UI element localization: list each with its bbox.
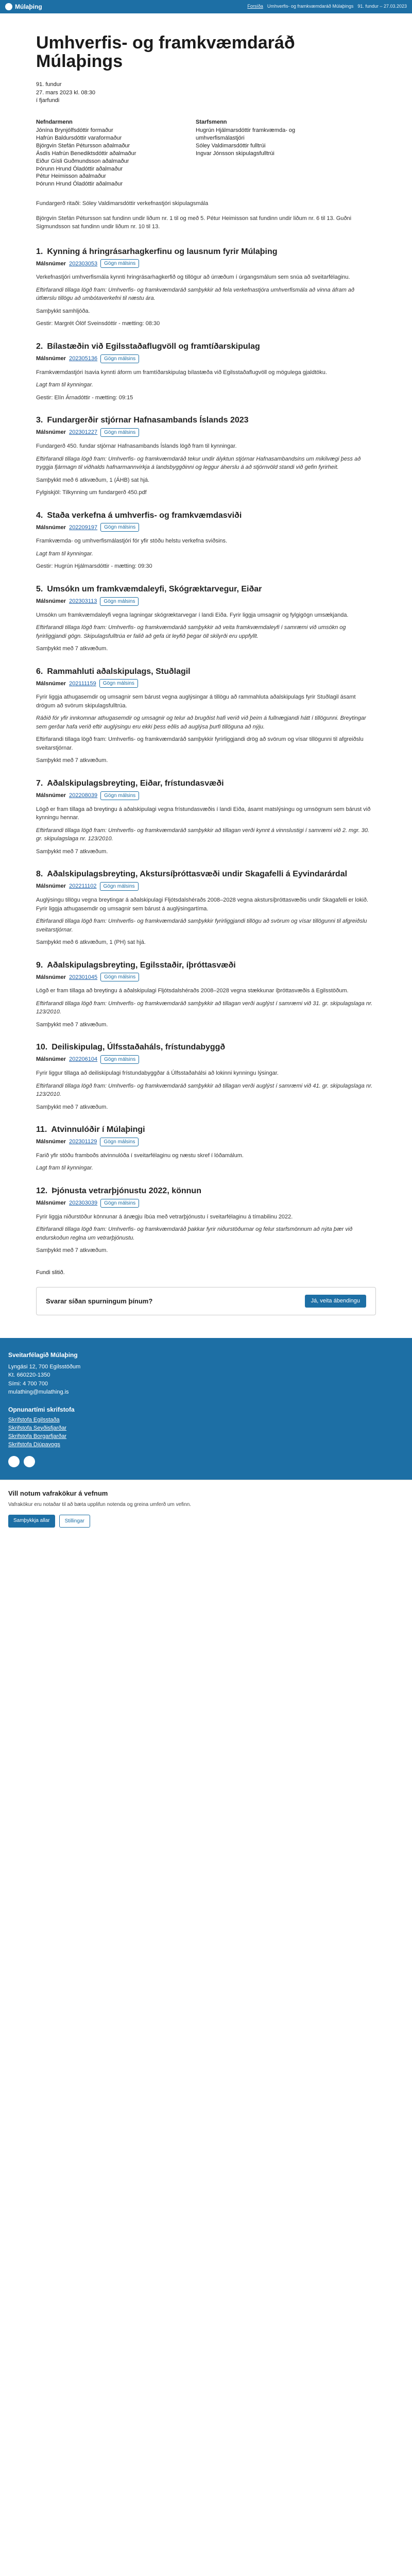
agenda-item-text: Samþykkt með 7 atkvæðum. bbox=[36, 757, 108, 764]
agenda-item-text: Farið yfir stöðu framboðs atvinnulóða í sveitarfélaginu og næstu skref í lóðamálum. bbox=[36, 1152, 244, 1159]
case-documents-button[interactable]: Gögn málsins bbox=[100, 1199, 139, 1208]
member-name: Jónína Brynjólfsdóttir formaður bbox=[36, 127, 113, 134]
agenda-item-heading: Bílastæðin við Egilsstaðaflugvöll og framtíðarskipulag bbox=[47, 342, 260, 351]
agenda-item-text: Samþykkt með 7 atkvæðum. bbox=[36, 1021, 108, 1028]
agenda-item bbox=[36, 960, 376, 1029]
attendance-note: Björgvin Stefán Pétursson sat fundinn undir liðum nr. 1 til og með 5. Pétur Heimisson sat fundinn undir liðum nr. 6 til 13. Guðni Sigmundsson sat fundinn undir liðum nr. 10 til 13. bbox=[36, 215, 352, 230]
agenda-item-text: Gestir: Margrét Ólöf Sveinsdóttir - mætting: 08:30 bbox=[36, 320, 160, 327]
case-ref-label: Málsnúmer bbox=[36, 260, 66, 267]
case-documents-button[interactable]: Gögn málsins bbox=[100, 259, 139, 268]
case-reference bbox=[36, 679, 376, 688]
case-ref-link[interactable]: 202303053 bbox=[69, 260, 98, 267]
case-reference bbox=[36, 259, 376, 268]
agenda-item-title bbox=[36, 1125, 376, 1136]
case-ref-link[interactable]: 202305136 bbox=[69, 355, 98, 362]
agenda-item-heading: Deiliskipulag, Úlfsstaðaháls, frístundabyggð bbox=[52, 1043, 226, 1052]
case-reference bbox=[36, 791, 376, 800]
agenda-item-text: Lögð er fram tillaga að breytingu á aðalskipulagi vegna frístundasvæðis í landi Eiða, ásamt matslýsingu og umsögnum sem bárust við kynningu hennar. bbox=[36, 806, 371, 821]
agenda-item-number: 11. bbox=[36, 1125, 47, 1134]
agenda-item-number: 3. bbox=[36, 416, 43, 425]
hours-heading: Opnunartími skrifstofa bbox=[8, 1405, 75, 1413]
agenda-item-text: Ráðið fór yfir innkomnar athugasemdir og umsagnir og telur að brugðist hafi verið við þeim á fullnægjandi hátt í tillögunni. Breytingar sem gerðar hafa verið eftir auglýsingu eru ekki þess eðlis að auglýsa þurfi tillöguna að nýju. bbox=[36, 715, 366, 730]
case-ref-label: Málsnúmer bbox=[36, 883, 66, 890]
agenda-item-text: Samþykkt með 7 atkvæðum. bbox=[36, 646, 108, 652]
footer-hours-link[interactable]: Skrifstofa Djúpavogs bbox=[8, 1441, 60, 1448]
case-reference bbox=[36, 882, 376, 891]
case-ref-label: Málsnúmer bbox=[36, 680, 66, 687]
cookie-banner bbox=[0, 1480, 412, 1538]
agenda-item-heading: Aðalskipulagsbreyting, Egilsstaðir, íþróttasvæði bbox=[47, 960, 236, 970]
case-documents-button[interactable]: Gögn málsins bbox=[100, 1138, 139, 1146]
agenda-item-text: Samþykkt með 7 atkvæðum. bbox=[36, 848, 108, 855]
social-links bbox=[8, 1456, 404, 1467]
cookie-accept-button[interactable]: Samþykkja allar bbox=[8, 1515, 55, 1528]
meeting-date: 27. mars 2023 kl. 08:30 bbox=[36, 89, 95, 96]
agenda-item-text: Eftirfarandi tillaga lögð fram: Umhverfis- og framkvæmdaráð tekur undir ályktun stjórnar Hafnasambandsins um mikilvægi þess að tryggja fjármagn til viðhalds hafnarmannvirkja á landsbyggðinni og leggur áherslu á að stjórnvöld standi við gefin fyrirheit. bbox=[36, 455, 361, 471]
agenda-item-text: Eftirfarandi tillaga lögð fram: Umhverfis- og framkvæmdaráð samþykkir að tillagan verði auglýst í samræmi við 41. gr. skipulagslaga nr. 123/2010. bbox=[36, 1082, 373, 1098]
member-name: Pétur Heimisson aðalmaður bbox=[36, 173, 106, 180]
case-ref-link[interactable]: 202211102 bbox=[69, 883, 97, 890]
staff-name: Sóley Valdimarsdóttir fulltrúi bbox=[196, 143, 266, 149]
case-reference bbox=[36, 428, 376, 437]
member-name: Þórunn Hrund Óladóttir aðalmaður bbox=[36, 181, 123, 188]
case-ref-link[interactable]: 202111159 bbox=[69, 680, 96, 687]
feedback-box bbox=[36, 1287, 376, 1315]
agenda-item-text: Fundargerð 450. fundar stjórnar Hafnasambands Íslands lögð fram til kynningar. bbox=[36, 443, 237, 450]
main-content bbox=[0, 13, 412, 1315]
agenda-item-text: Lagt fram til kynningar. bbox=[36, 550, 93, 557]
agenda-item-number: 1. bbox=[36, 247, 43, 256]
logo-icon bbox=[5, 3, 12, 10]
agenda-item bbox=[36, 778, 376, 856]
logo-text: Múlaþing bbox=[15, 3, 42, 10]
case-documents-button[interactable]: Gögn málsins bbox=[100, 973, 139, 981]
breadcrumb-item[interactable]: Forsíða bbox=[247, 4, 263, 9]
case-ref-link[interactable]: 202209197 bbox=[69, 524, 98, 531]
agenda-item bbox=[36, 1186, 376, 1255]
site-footer bbox=[0, 1338, 412, 1480]
case-reference bbox=[36, 973, 376, 981]
case-ref-label: Málsnúmer bbox=[36, 1139, 66, 1145]
case-ref-label: Málsnúmer bbox=[36, 355, 66, 362]
agenda-item-text: Framkvæmda- og umhverfismálastjóri fór yfir stöðu helstu verkefna sviðsins. bbox=[36, 538, 228, 545]
agenda-item-text: Eftirfarandi tillaga lögð fram: Umhverfis- og framkvæmdaráð samþykkir að tillagan verði kynnt á vinnslustigi í samræmi við 2. mgr. 30. gr. skipulagslaga nr. 123/2010. bbox=[36, 827, 369, 842]
footer-line: Kt. 660220-1350 bbox=[8, 1372, 50, 1379]
cookie-text: Vafrakökur eru notaðar til að bæta upplifun notenda og greina umferð um vefinn. bbox=[8, 1501, 192, 1507]
case-ref-label: Málsnúmer bbox=[36, 1056, 66, 1063]
agenda-item-number: 5. bbox=[36, 584, 43, 594]
agenda-item-number: 10. bbox=[36, 1043, 48, 1052]
agenda-item-title bbox=[36, 1042, 376, 1053]
agenda-items bbox=[36, 247, 376, 1255]
case-documents-button[interactable]: Gögn málsins bbox=[100, 791, 139, 800]
staff-name: Hugrún Hjálmarsdóttir framkvæmda- og umhverfismálastjóri bbox=[196, 127, 296, 142]
agenda-item-title bbox=[36, 869, 376, 880]
agenda-item-heading: Fundargerðir stjórnar Hafnasambands Íslands 2023 bbox=[47, 416, 249, 425]
agenda-item-text: Auglýsingu tillögu vegna breytingar á aðalskipulagi Fljótsdalshéraðs 2008–2028 vegna akstursíþróttasvæðis undir Skagafelli er lokið. Fyrir liggja athugasemdir og umsagnir sem bárust á auglýsingartíma. bbox=[36, 897, 369, 912]
agenda-item-text: Fylgiskjöl: Tilkynning um fundargerð 450.pdf bbox=[36, 489, 147, 496]
case-reference bbox=[36, 1055, 376, 1064]
agenda-item-number: 4. bbox=[36, 511, 43, 520]
agenda-item-text: Samþykkt samhljóða. bbox=[36, 308, 90, 314]
case-ref-link[interactable]: 202303113 bbox=[69, 598, 97, 604]
agenda-item-text: Lagt fram til kynningar. bbox=[36, 1165, 93, 1172]
agenda-item-title bbox=[36, 584, 376, 595]
member-name: Ásdís Hafrún Benediktsdóttir aðalmaður bbox=[36, 150, 136, 157]
agenda-item-number: 8. bbox=[36, 870, 43, 879]
agenda-item-heading: Þjónusta vetrarþjónustu 2022, könnun bbox=[52, 1186, 201, 1195]
meeting-number: 91. fundur bbox=[36, 81, 62, 88]
agenda-item-text: Framkvæmdastjóri Isavia kynnti áform um framtíðarskipulag bílastæða við Egilsstaðaflugvöll og mögulega gjaldtöku. bbox=[36, 369, 327, 376]
case-documents-button[interactable]: Gögn málsins bbox=[100, 1055, 139, 1064]
agenda-item bbox=[36, 511, 376, 571]
agenda-item bbox=[36, 667, 376, 765]
agenda-item-text: Fyrir liggur tillaga að deiliskipulagi frístundabyggðar á Úlfsstaðahálsi að lokinni kynningu lýsingar. bbox=[36, 1070, 279, 1077]
agenda-item-title bbox=[36, 247, 376, 258]
page-title: Umhverfis- og framkvæmdaráð Múlaþings bbox=[36, 33, 295, 71]
agenda-item-number: 2. bbox=[36, 342, 43, 351]
agenda-item-heading: Staða verkefna á umhverfis- og framkvæmdasviði bbox=[47, 511, 242, 520]
footer-hours-link[interactable]: Skrifstofa Egilsstaða bbox=[8, 1416, 60, 1423]
agenda-item-heading: Umsókn um framkvæmdaleyfi, Skógræktarvegur, Eiðar bbox=[47, 584, 262, 594]
minutes-writer: Fundargerð ritaði: Sóley Valdimarsdóttir verkefnastjóri skipulagsmála bbox=[36, 200, 209, 207]
case-reference bbox=[36, 597, 376, 606]
agenda-item-title bbox=[36, 667, 376, 677]
closing-text: Fundi slitið. bbox=[36, 1269, 65, 1276]
member-name: Hafrún Baldursdóttir varaformaður bbox=[36, 135, 122, 142]
footer-org: Sveitarfélagið Múlaþing bbox=[8, 1351, 78, 1359]
staff-list bbox=[196, 118, 324, 189]
footer-line: Lyngási 12, 700 Egilsstöðum bbox=[8, 1363, 81, 1370]
case-ref-link[interactable]: 202301129 bbox=[69, 1139, 97, 1145]
agenda-item-number: 7. bbox=[36, 778, 43, 788]
agenda-item-text: Lögð er fram tillaga að breytingu á aðalskipulagi Fljótsdalshéraðs 2008–2028 vegna stækkunar íþróttasvæðis á Egilsstöðum. bbox=[36, 988, 349, 994]
agenda-item-heading: Aðalskipulagsbreyting, Eiðar, frístundasvæði bbox=[47, 778, 224, 788]
agenda-item-text: Verkefnastjóri umhverfismála kynnti hringrásarhagkerfið og tillögur að úrræðum í úrgangsmálum sem snúa að sveitarfélaginu. bbox=[36, 274, 350, 281]
breadcrumb-item: Umhverfis- og framkvæmdaráð Múlaþings bbox=[267, 4, 354, 9]
feedback-question: Svarar síðan spurningum þínum? bbox=[46, 1297, 153, 1305]
case-ref-label: Málsnúmer bbox=[36, 524, 66, 531]
case-ref-link[interactable]: 202301227 bbox=[69, 429, 98, 436]
facebook-icon[interactable] bbox=[8, 1456, 20, 1467]
case-reference bbox=[36, 523, 376, 532]
agenda-item bbox=[36, 247, 376, 328]
agenda-item-text: Eftirfarandi tillaga lögð fram: Umhverfis- og framkvæmdaráð samþykkir að tillagan verði auglýst í samræmi við 31. gr. skipulagslaga nr. 123/2010. bbox=[36, 1000, 373, 1015]
agenda-item-title bbox=[36, 342, 376, 352]
agenda-item-text: Samþykkt með 6 atkvæðum, 1 (PH) sat hjá. bbox=[36, 939, 146, 946]
member-name: Björgvin Stefán Pétursson aðalmaður bbox=[36, 143, 130, 149]
case-documents-button[interactable]: Gögn málsins bbox=[100, 597, 139, 606]
agenda-item-number: 9. bbox=[36, 960, 43, 970]
member-name: Þórunn Hrund Óladóttir aðalmaður bbox=[36, 165, 123, 172]
agenda-item-text: Lagt fram til kynningar. bbox=[36, 382, 93, 388]
agenda-item bbox=[36, 869, 376, 946]
agenda-item-title bbox=[36, 415, 376, 426]
agenda-item-number: 12. bbox=[36, 1186, 48, 1195]
attendees bbox=[36, 118, 376, 189]
case-ref-link[interactable]: 202206104 bbox=[69, 1056, 98, 1063]
footer-hours-link[interactable]: Skrifstofa Seyðisfjarðar bbox=[8, 1425, 67, 1431]
top-bar bbox=[0, 0, 412, 13]
members-heading: Nefndarmenn bbox=[36, 118, 73, 125]
agenda-item-heading: Rammahluti aðalskipulags, Stuðlagil bbox=[47, 667, 191, 676]
case-documents-button[interactable]: Gögn málsins bbox=[100, 428, 139, 437]
breadcrumb bbox=[247, 3, 407, 10]
agenda-item-text: Samþykkt með 6 atkvæðum, 1 (ÁHB) sat hjá. bbox=[36, 477, 150, 483]
agenda-item-text: Eftirfarandi tillaga lögð fram: Umhverfis- og framkvæmdaráð þakkar fyrir niðurstöðurnar og felur starfsmönnum að nýta þær við endurskoðun reglna um vetrarþjónustu. bbox=[36, 1226, 353, 1241]
member-name: Eiður Gísli Guðmundsson aðalmaður bbox=[36, 158, 129, 164]
agenda-item-text: Eftirfarandi tillaga lögð fram: Umhverfis- og framkvæmdaráð samþykkir fyrirliggjandi tillögu að svörum og vísar tillögunni til afgreiðslu sveitarstjórnar. bbox=[36, 918, 367, 933]
agenda-item-text: Gestir: Hugrún Hjálmarsdóttir - mætting: 09:30 bbox=[36, 563, 152, 570]
footer-hours-link[interactable]: Skrifstofa Borgarfjarðar bbox=[8, 1433, 67, 1439]
case-ref-label: Málsnúmer bbox=[36, 1199, 66, 1206]
case-ref-link[interactable]: 202208039 bbox=[69, 792, 98, 799]
feedback-button[interactable]: Já, veita ábendingu bbox=[305, 1295, 366, 1308]
agenda-item-title bbox=[36, 778, 376, 789]
agenda-item-title bbox=[36, 511, 376, 521]
agenda-item bbox=[36, 415, 376, 497]
agenda-item bbox=[36, 1125, 376, 1173]
case-ref-label: Málsnúmer bbox=[36, 792, 66, 799]
case-reference bbox=[36, 1199, 376, 1208]
site-logo[interactable] bbox=[5, 2, 42, 11]
agenda-item bbox=[36, 584, 376, 653]
agenda-item-title bbox=[36, 960, 376, 971]
case-documents-button[interactable]: Gögn málsins bbox=[100, 523, 139, 532]
footer-line: mulathing@mulathing.is bbox=[8, 1389, 69, 1396]
case-documents-button[interactable]: Gögn málsins bbox=[100, 882, 139, 891]
agenda-item-heading: Aðalskipulagsbreyting, Akstursíþróttasvæði undir Skagafelli á Eyvindarárdal bbox=[47, 870, 348, 879]
agenda-item-title bbox=[36, 1186, 376, 1197]
case-ref-link[interactable]: 202301045 bbox=[69, 974, 98, 980]
case-ref-link[interactable]: 202303039 bbox=[69, 1199, 98, 1206]
agenda-item-text: Fyrir liggja niðurstöður könnunar á ánægju íbúa með vetrarþjónustu í sveitarfélaginu á tímabilinu 2022. bbox=[36, 1213, 293, 1220]
case-documents-button[interactable]: Gögn málsins bbox=[99, 679, 138, 688]
cookie-settings-button[interactable]: Stillingar bbox=[59, 1515, 90, 1528]
agenda-item-text: Eftirfarandi tillaga lögð fram: Umhverfis- og framkvæmdaráð samþykkir að veita framkvæmdaleyfi í samræmi við umsókn og fyrirliggjandi gögn. Skipulagsfulltrúa er falið að gefa út leyfið þegar öll skilyrði eru uppfyllt. bbox=[36, 624, 346, 639]
agenda-item bbox=[36, 1042, 376, 1111]
agenda-item-text: Samþykkt með 7 atkvæðum. bbox=[36, 1104, 108, 1110]
staff-heading: Starfsmenn bbox=[196, 118, 227, 125]
breadcrumb-item: 91. fundur – 27.03.2023 bbox=[357, 4, 407, 9]
case-reference bbox=[36, 354, 376, 363]
agenda-item-text: Eftirfarandi tillaga lögð fram: Umhverfis- og framkvæmdaráð samþykkir að fela verkefnastjóra umhverfismála að vinna áfram að útfærslu tillögu að umbótaverkefni til næstu ára. bbox=[36, 286, 355, 302]
cookie-title: Vill notum vafrakökur á vefnum bbox=[8, 1489, 108, 1498]
members-list bbox=[36, 118, 165, 189]
agenda-item-text: Samþykkt með 7 atkvæðum. bbox=[36, 1247, 108, 1254]
instagram-icon[interactable] bbox=[24, 1456, 35, 1467]
footer-line: Sími: 4 700 700 bbox=[8, 1380, 48, 1387]
meeting-meta bbox=[36, 81, 376, 105]
case-ref-label: Málsnúmer bbox=[36, 429, 66, 436]
agenda-item-number: 6. bbox=[36, 667, 43, 676]
agenda-item-text: Umsókn um framkvæmdaleyfi vegna lagningar skógræktarvegar í landi Eiða. Fyrir liggja umsagnir og fylgigögn umsækjanda. bbox=[36, 612, 349, 618]
case-reference bbox=[36, 1138, 376, 1146]
staff-name: Ingvar Jónsson skipulagsfulltrúi bbox=[196, 150, 274, 157]
case-ref-label: Málsnúmer bbox=[36, 974, 66, 980]
agenda-item bbox=[36, 342, 376, 402]
case-ref-label: Málsnúmer bbox=[36, 598, 66, 604]
case-documents-button[interactable]: Gögn málsins bbox=[100, 354, 139, 363]
agenda-item-text: Gestir: Elín Árnadóttir - mætting: 09:15 bbox=[36, 394, 133, 401]
agenda-item-heading: Atvinnulóðir í Múlaþingi bbox=[51, 1125, 145, 1134]
agenda-item-text: Eftirfarandi tillaga lögð fram: Umhverfis- og framkvæmdaráð samþykkir fyrirliggjandi drög að svörum og vísar tillögunni til afgreiðslu sveitarstjórnar. bbox=[36, 736, 364, 751]
agenda-item-heading: Kynning á hringrásarhagkerfinu og lausnum fyrir Múlaþing bbox=[47, 247, 278, 256]
meeting-place: í fjarfundi bbox=[36, 97, 60, 104]
agenda-item-text: Fyrir liggja athugasemdir og umsagnir sem bárust vegna auglýsingar á tillögu að rammahluta aðalskipulags fyrir Stuðlagil ásamt drögum að svörum skipulagsfulltrúa. bbox=[36, 694, 356, 709]
